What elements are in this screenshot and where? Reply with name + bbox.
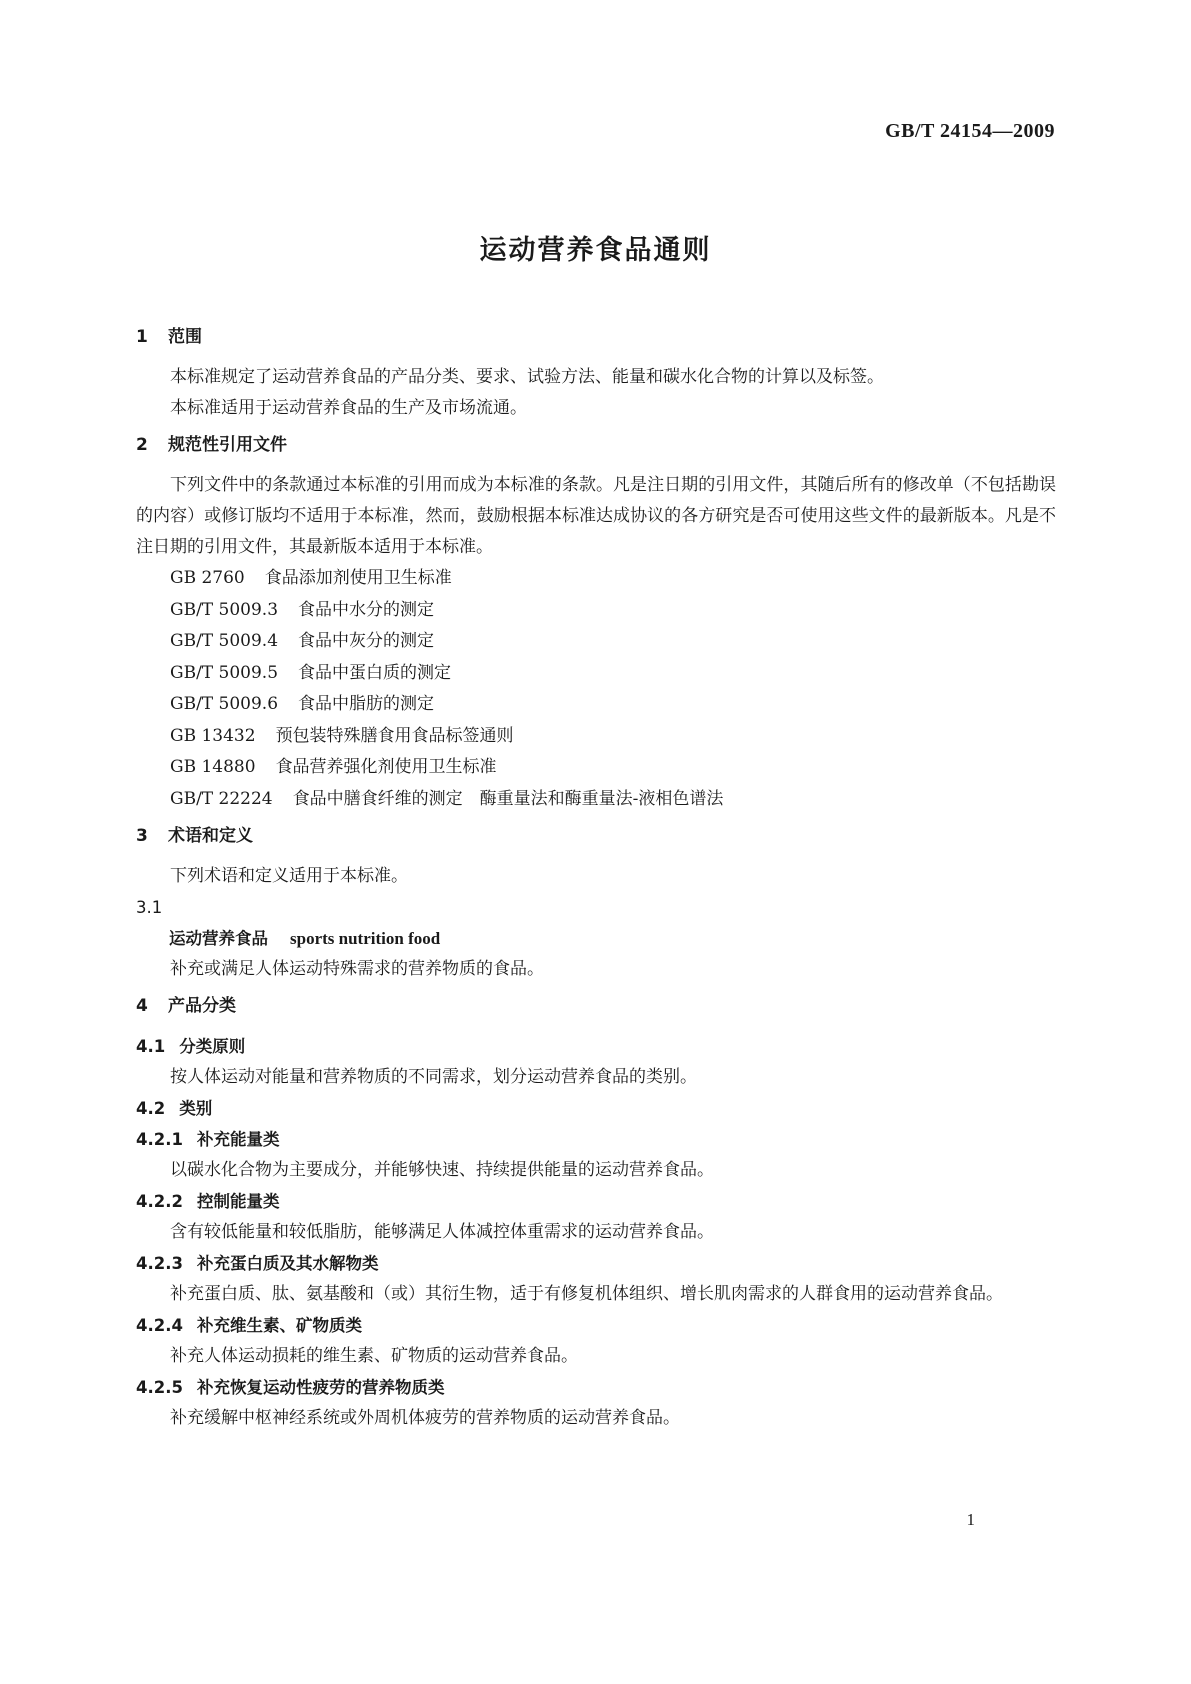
paragraph: 下列术语和定义适用于本标准。 <box>170 866 408 886</box>
term-chinese: 运动营养食品 <box>169 929 268 948</box>
subsection-title: 控制能量类 <box>196 1192 280 1211</box>
paragraph: 按人体运动对能量和营养物质的不同需求，划分运动营养食品的类别。 <box>170 1067 697 1087</box>
subsection-number: 4.2.2 <box>136 1192 183 1211</box>
reference-item <box>136 626 1056 658</box>
reference-item <box>136 563 1056 595</box>
subsection-title: 类别 <box>179 1099 213 1118</box>
reference-title: 食品中膳食纤维的测定 酶重量法和酶重量法-液相色谱法 <box>292 788 724 809</box>
subsection-heading <box>136 1186 1056 1217</box>
term-number: 3.1 <box>136 898 163 917</box>
paragraph: 下列文件中的条款通过本标准的引用而成为本标准的条款。凡是注日期的引用文件，其随后所有的修改单（不包括勘误的内容）或修订版均不适用于本标准，然而，鼓励根据本标准达成协议的各方研究是否可使用这些文件的最新版本。凡是不注日期的引用文件，其最新版本适用于本标准。 <box>136 475 1056 557</box>
paragraph: 含有较低能量和较低脂肪，能够满足人体减控体重需求的运动营养食品。 <box>170 1222 714 1242</box>
subsection-heading <box>136 1124 1056 1155</box>
paragraph: 补充缓解中枢神经系统或外周机体疲劳的营养物质的运动营养食品。 <box>170 1408 680 1428</box>
reference-title: 食品添加剂使用卫生标准 <box>264 568 452 588</box>
subsection-title: 补充蛋白质及其水解物类 <box>196 1254 379 1273</box>
section-title: 规范性引用文件 <box>168 435 287 455</box>
reference-code: GB/T 22224 <box>170 788 273 809</box>
section-4-heading <box>136 991 1056 1021</box>
reference-item <box>136 784 1056 816</box>
reference-code: GB/T 5009.5 <box>170 662 279 683</box>
subsection-heading <box>136 1093 1056 1124</box>
subsection-title: 补充恢复运动性疲劳的营养物质类 <box>196 1378 445 1397</box>
subsection-number: 4.2 <box>136 1099 166 1118</box>
document-title: 运动营养食品通则 <box>479 235 712 266</box>
subsection-number: 4.2.5 <box>136 1378 183 1397</box>
reference-item <box>136 595 1056 627</box>
section-2-heading <box>136 430 1056 460</box>
subsection-title: 分类原则 <box>179 1037 246 1056</box>
reference-title: 食品中灰分的测定 <box>298 631 435 651</box>
paragraph: 补充蛋白质、肽、氨基酸和（或）其衍生物，适于有修复机体组织、增长肌肉需求的人群食用的运动营养食品。 <box>170 1284 1003 1304</box>
section-title: 术语和定义 <box>168 826 253 846</box>
page-number: 1 <box>966 1510 975 1529</box>
section-number: 1 <box>136 327 148 347</box>
reference-title: 食品中蛋白质的测定 <box>298 662 452 683</box>
subsection-title: 补充维生素、矿物质类 <box>196 1316 362 1335</box>
reference-title: 食品中水分的测定 <box>298 599 435 620</box>
reference-code: GB 14880 <box>170 757 256 777</box>
reference-item <box>136 689 1056 721</box>
subsection-heading <box>136 1372 1056 1403</box>
reference-title: 食品中脂肪的测定 <box>298 694 435 714</box>
reference-title: 预包装特殊膳食用食品标签通则 <box>275 725 514 746</box>
document-body <box>136 322 1056 1434</box>
subsection-title: 补充能量类 <box>196 1130 280 1149</box>
reference-code: GB/T 5009.6 <box>170 694 279 714</box>
reference-code: GB 2760 <box>170 568 245 588</box>
paragraph: 补充人体运动损耗的维生素、矿物质的运动营养食品。 <box>170 1346 578 1366</box>
reference-code: GB/T 5009.4 <box>170 631 279 651</box>
term-english: sports nutrition food <box>290 929 441 948</box>
subsection-number: 4.2.3 <box>136 1254 183 1273</box>
section-1-heading <box>136 322 1056 352</box>
subsection-number: 4.1 <box>136 1037 166 1056</box>
paragraph: 以碳水化合物为主要成分，并能够快速、持续提供能量的运动营养食品。 <box>170 1160 714 1180</box>
subsection-heading <box>136 1031 1056 1062</box>
standard-number: GB/T 24154—2009 <box>885 120 1055 142</box>
reference-title: 食品营养强化剂使用卫生标准 <box>275 757 497 777</box>
reference-code: GB 13432 <box>170 725 256 746</box>
reference-item <box>136 721 1056 753</box>
section-title: 产品分类 <box>168 996 236 1016</box>
reference-item <box>136 658 1056 690</box>
section-3-heading <box>136 821 1056 851</box>
section-number: 3 <box>136 826 148 846</box>
term-definition: 补充或满足人体运动特殊需求的营养物质的食品。 <box>170 959 544 979</box>
section-number: 4 <box>136 996 148 1016</box>
subsection-number: 4.2.1 <box>136 1130 183 1149</box>
section-number: 2 <box>136 435 148 455</box>
reference-item <box>136 752 1056 784</box>
paragraph: 本标准规定了运动营养食品的产品分类、要求、试验方法、能量和碳水化合物的计算以及标签。 <box>170 367 884 387</box>
reference-code: GB/T 5009.3 <box>170 599 279 620</box>
subsection-heading <box>136 1248 1056 1279</box>
term-entry <box>136 923 1056 954</box>
subsection-heading <box>136 1310 1056 1341</box>
subsection-number: 4.2.4 <box>136 1316 183 1335</box>
section-title: 范围 <box>168 327 202 347</box>
paragraph: 本标准适用于运动营养食品的生产及市场流通。 <box>170 398 527 418</box>
